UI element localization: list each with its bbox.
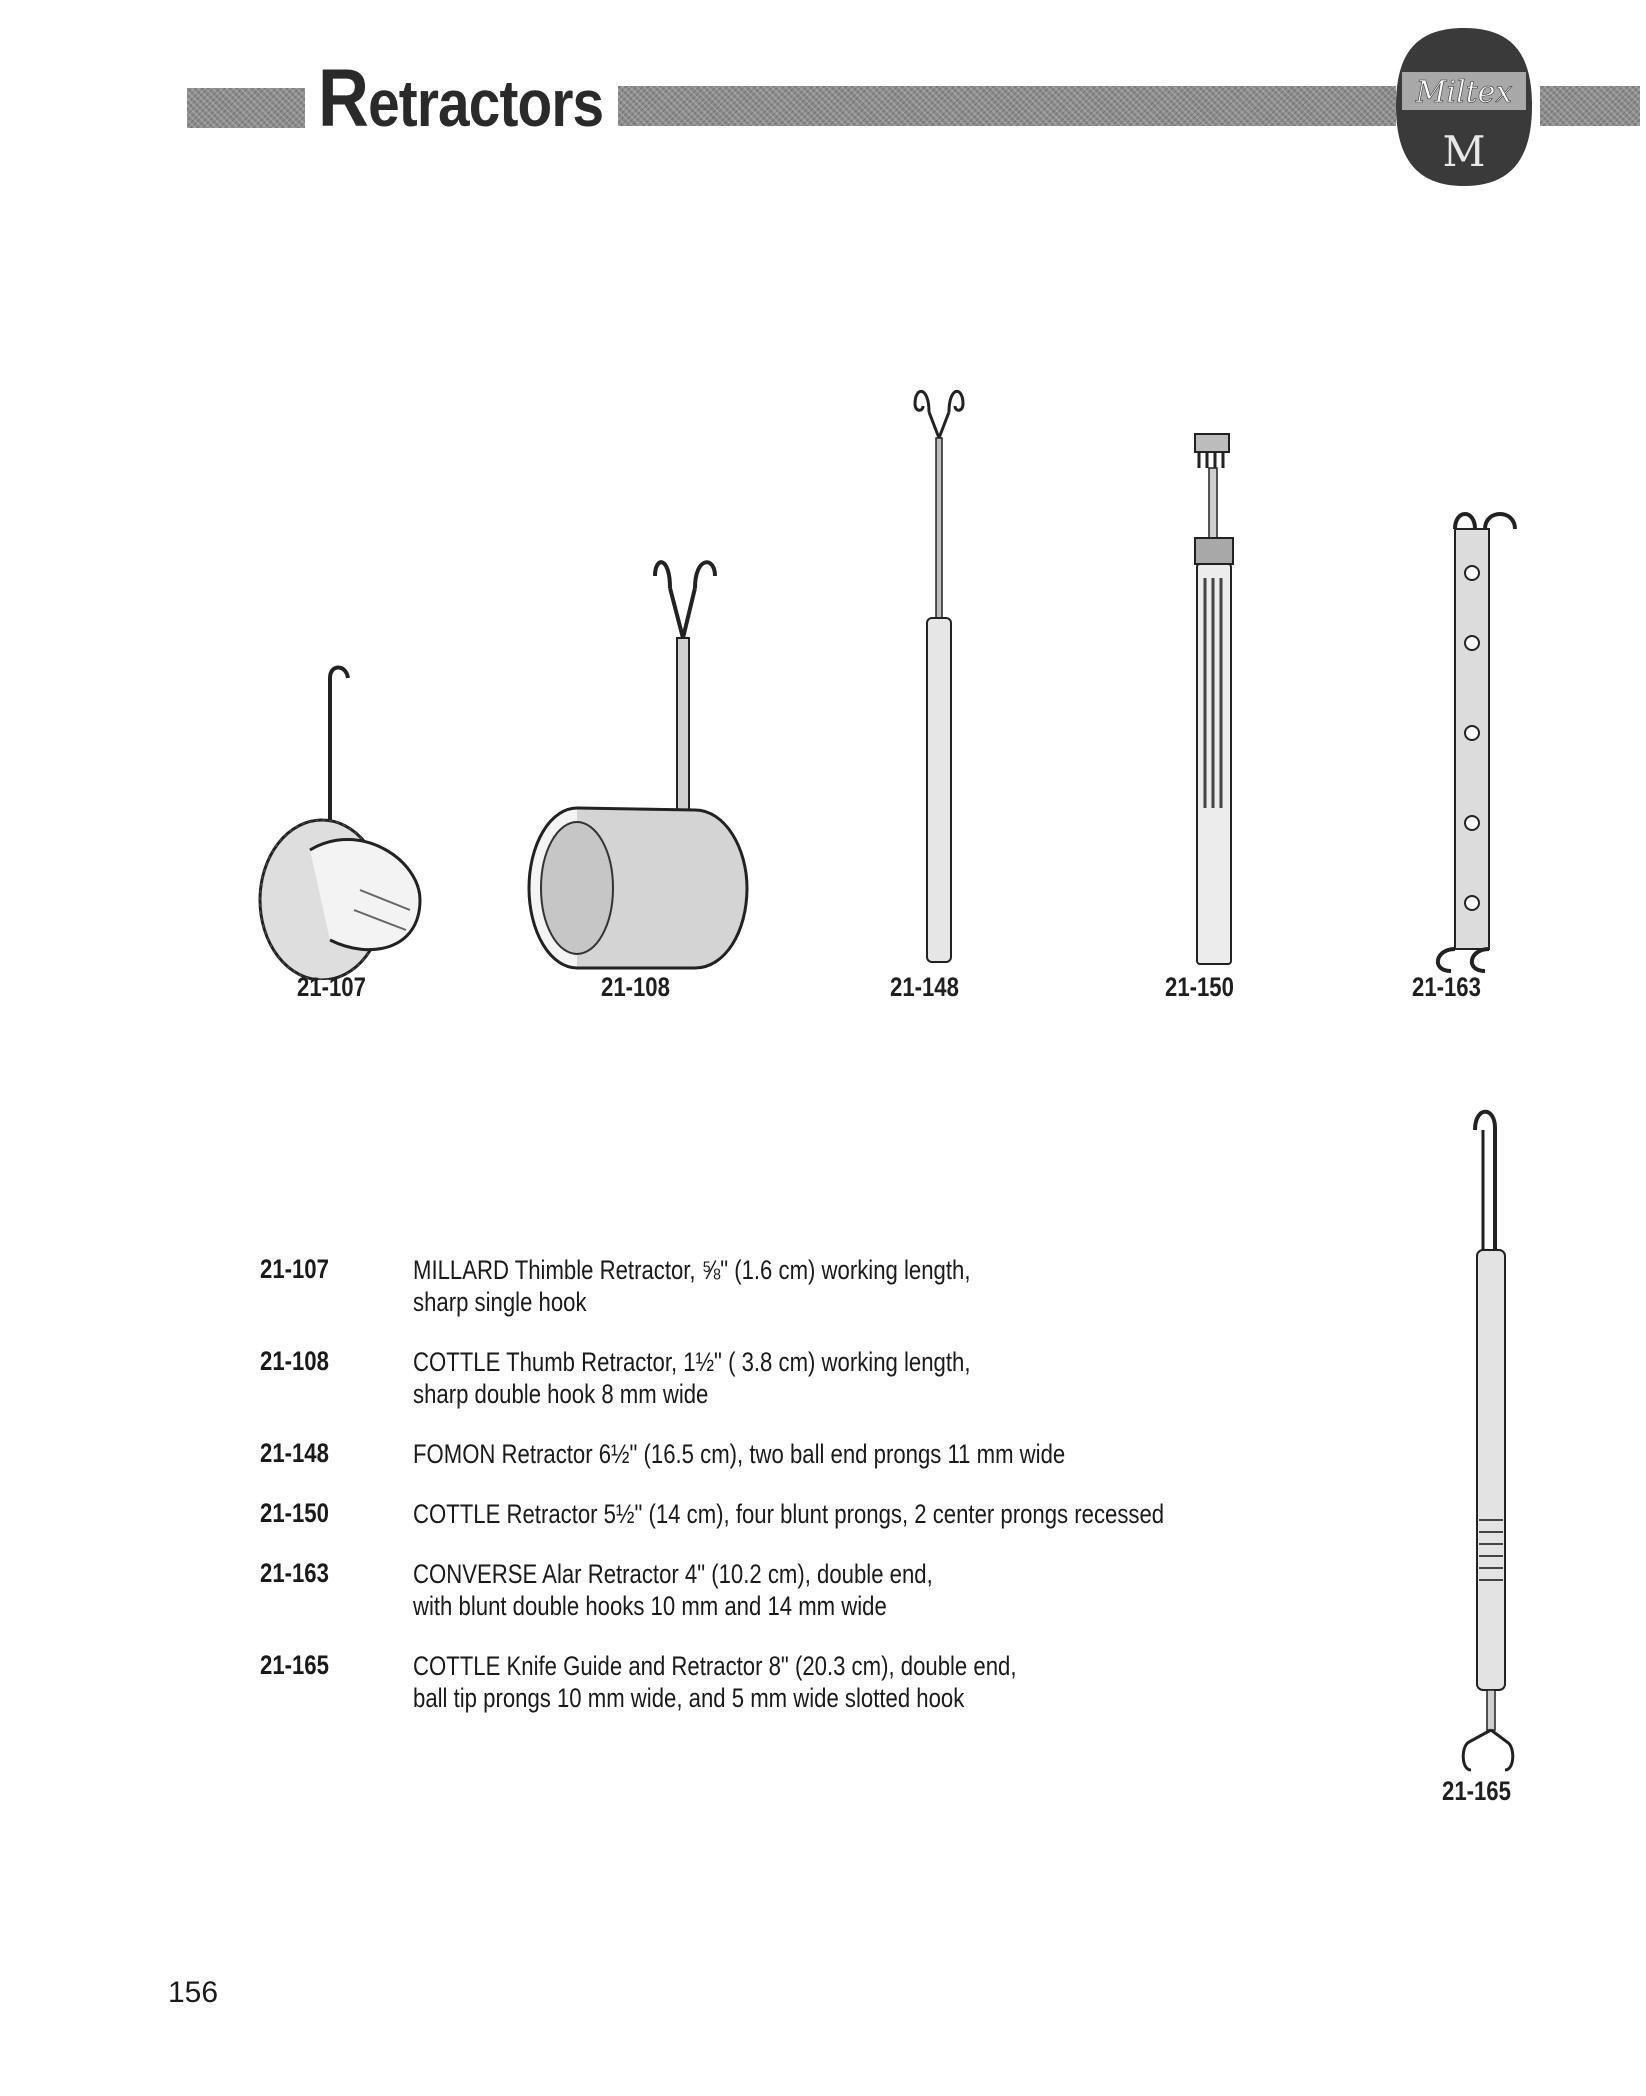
product-code: 21-165	[260, 1650, 329, 1680]
product-code: 21-107	[260, 1254, 329, 1284]
fomon-retractor-illustration	[905, 382, 975, 972]
product-code: 21-148	[260, 1438, 329, 1468]
product-code: 21-163	[260, 1558, 329, 1588]
figure-label: 21-108	[601, 972, 670, 1002]
page-number: 156	[168, 1976, 219, 2009]
alar-retractor-illustration	[1425, 505, 1525, 975]
figure-label: 21-148	[890, 972, 959, 1002]
svg-text:Miltex: Miltex	[1415, 75, 1513, 110]
product-description: COTTLE Knife Guide and Retractor 8" (20.3 cm), double end, ball tip prongs 10 mm wide, and 5 mm wide slotted hook	[413, 1651, 1017, 1713]
figure-label: 21-165	[1442, 1776, 1511, 1806]
header-band-middle	[618, 86, 1396, 126]
thimble-retractor-illustration	[250, 660, 430, 980]
figure-label: 21-107	[297, 972, 366, 1002]
product-code: 21-150	[260, 1498, 329, 1528]
header-band-right	[1540, 86, 1640, 126]
product-description: MILLARD Thimble Retractor, ⅝" (1.6 cm) working length, sharp single hook	[413, 1255, 971, 1317]
figure-label: 21-163	[1412, 972, 1481, 1002]
miltex-logo	[1394, 26, 1534, 188]
knife-guide-retractor-illustration	[1455, 1100, 1525, 1800]
product-description: CONVERSE Alar Retractor 4" (10.2 cm), double end, with blunt double hooks 10 mm and 14 mm wide	[413, 1559, 933, 1621]
cottle-retractor-illustration	[1185, 428, 1255, 973]
product-description: FOMON Retractor 6½" (16.5 cm), two ball end prongs 11 mm wide	[413, 1439, 1066, 1469]
svg-text:M: M	[1442, 127, 1486, 176]
page-title: Retractors	[318, 53, 604, 144]
product-description: COTTLE Thumb Retractor, 1½" ( 3.8 cm) working length, sharp double hook 8 mm wide	[413, 1347, 971, 1409]
product-description: COTTLE Retractor 5½" (14 cm), four blunt prongs, 2 center prongs recessed	[413, 1499, 1165, 1529]
thumb-retractor-illustration	[525, 548, 755, 978]
header-band-left	[187, 88, 305, 128]
product-code: 21-108	[260, 1346, 329, 1376]
figure-label: 21-150	[1165, 972, 1234, 1002]
